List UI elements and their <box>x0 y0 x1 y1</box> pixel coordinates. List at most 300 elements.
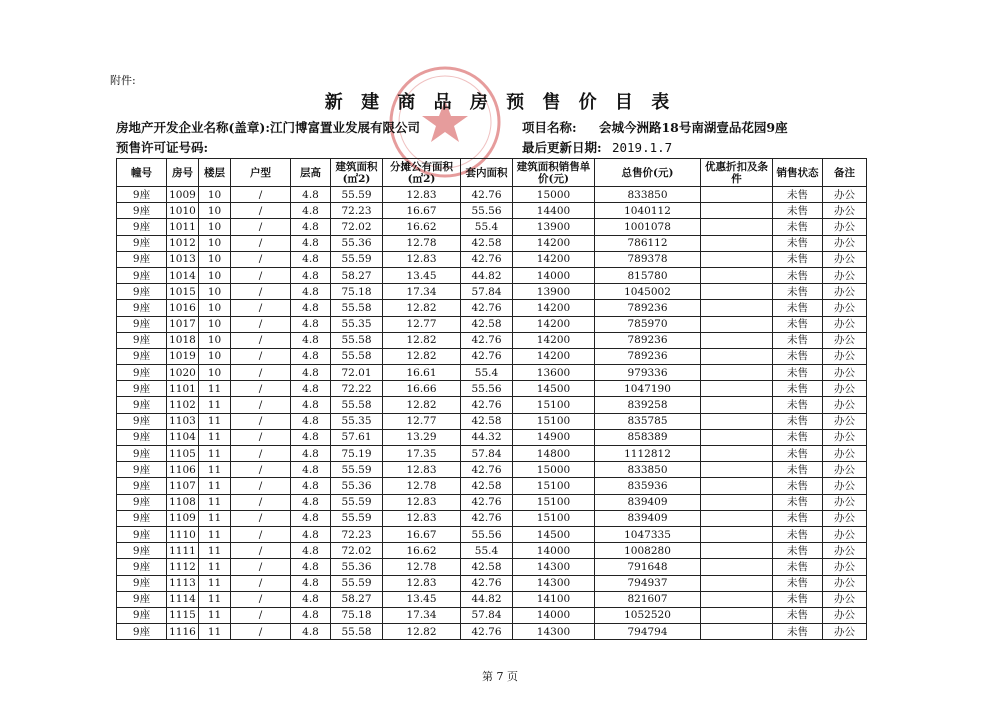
table-cell: 58.27 <box>331 267 383 283</box>
table-cell: / <box>231 332 291 348</box>
table-cell: / <box>231 365 291 381</box>
table-cell: 815780 <box>595 267 701 283</box>
table-cell: 9座 <box>117 462 167 478</box>
table-cell: 11 <box>199 526 231 542</box>
attachment-label: 附件: <box>110 74 136 87</box>
table-cell: 17.35 <box>383 446 461 462</box>
table-cell: 858389 <box>595 429 701 445</box>
table-cell: 55.36 <box>331 559 383 575</box>
table-row <box>117 219 867 235</box>
table-cell: / <box>231 526 291 542</box>
table-cell: 14200 <box>513 348 595 364</box>
table-cell: 42.58 <box>461 478 513 494</box>
table-cell: 9座 <box>117 446 167 462</box>
table-cell: 13.29 <box>383 429 461 445</box>
table-cell: 55.35 <box>331 316 383 332</box>
table-cell: 72.01 <box>331 365 383 381</box>
table-cell: 15100 <box>513 397 595 413</box>
table-cell: 11 <box>199 624 231 640</box>
permit-line <box>116 138 208 156</box>
table-cell: 未售 <box>773 462 823 478</box>
table-cell <box>701 235 773 251</box>
table-cell: 办公 <box>823 624 867 640</box>
table-cell: 办公 <box>823 559 867 575</box>
table-cell: 55.4 <box>461 219 513 235</box>
table-cell: 1010 <box>167 203 199 219</box>
table-cell: 办公 <box>823 429 867 445</box>
table-cell: 42.58 <box>461 413 513 429</box>
table-cell: 14200 <box>513 332 595 348</box>
table-cell: 9座 <box>117 316 167 332</box>
table-cell: 839409 <box>595 494 701 510</box>
table-cell: 42.76 <box>461 300 513 316</box>
table-cell: 办公 <box>823 332 867 348</box>
table-cell: 11 <box>199 397 231 413</box>
table-cell: 未售 <box>773 510 823 526</box>
table-cell: 58.27 <box>331 591 383 607</box>
column-header: 建筑面积销售单价(元) <box>513 159 595 187</box>
table-cell: 1101 <box>167 381 199 397</box>
table-cell: 4.8 <box>291 251 331 267</box>
table-cell: 42.76 <box>461 494 513 510</box>
column-header: 销售状态 <box>773 159 823 187</box>
table-cell: 10 <box>199 332 231 348</box>
table-cell: 75.19 <box>331 446 383 462</box>
table-cell: 9座 <box>117 381 167 397</box>
table-cell <box>701 251 773 267</box>
table-cell: 14200 <box>513 251 595 267</box>
table-cell: 42.58 <box>461 559 513 575</box>
table-cell: / <box>231 316 291 332</box>
table-cell: 办公 <box>823 543 867 559</box>
project-label: 项目名称: <box>522 120 577 135</box>
table-cell: 未售 <box>773 365 823 381</box>
table-cell: 未售 <box>773 429 823 445</box>
table-cell: / <box>231 446 291 462</box>
table-cell: 57.84 <box>461 284 513 300</box>
table-cell: 12.78 <box>383 235 461 251</box>
table-cell: 4.8 <box>291 348 331 364</box>
table-cell: 55.58 <box>331 624 383 640</box>
table-cell: 未售 <box>773 397 823 413</box>
table-cell <box>701 462 773 478</box>
table-cell: 42.76 <box>461 251 513 267</box>
table-cell: 未售 <box>773 413 823 429</box>
table-cell: 未售 <box>773 624 823 640</box>
table-row <box>117 316 867 332</box>
table-cell: 57.84 <box>461 446 513 462</box>
table-row <box>117 332 867 348</box>
table-cell: 1018 <box>167 332 199 348</box>
table-cell: 1108 <box>167 494 199 510</box>
table-cell: 10 <box>199 348 231 364</box>
table-cell: / <box>231 478 291 494</box>
table-cell: 10 <box>199 203 231 219</box>
table-row <box>117 413 867 429</box>
table-cell: 未售 <box>773 494 823 510</box>
table-cell: 55.4 <box>461 365 513 381</box>
table-cell: 9座 <box>117 235 167 251</box>
table-cell: 10 <box>199 284 231 300</box>
table-cell: / <box>231 300 291 316</box>
table-cell: 14800 <box>513 446 595 462</box>
table-cell: / <box>231 381 291 397</box>
table-cell: / <box>231 397 291 413</box>
table-cell: 办公 <box>823 316 867 332</box>
column-header: 套内面积 <box>461 159 513 187</box>
table-row <box>117 187 867 203</box>
table-cell: 1104 <box>167 429 199 445</box>
table-cell: 办公 <box>823 203 867 219</box>
table-cell: 42.58 <box>461 316 513 332</box>
table-cell: 办公 <box>823 251 867 267</box>
table-cell: 9座 <box>117 300 167 316</box>
table-cell: 1008280 <box>595 543 701 559</box>
table-row <box>117 203 867 219</box>
table-cell: 15100 <box>513 494 595 510</box>
table-cell: 55.59 <box>331 187 383 203</box>
table-cell: 14300 <box>513 559 595 575</box>
table-cell <box>701 413 773 429</box>
table-cell: 1045002 <box>595 284 701 300</box>
table-cell: 12.83 <box>383 187 461 203</box>
table-cell: 4.8 <box>291 332 331 348</box>
table-cell <box>701 591 773 607</box>
column-header: 户型 <box>231 159 291 187</box>
table-cell: / <box>231 510 291 526</box>
table-cell: 10 <box>199 219 231 235</box>
table-cell: 11 <box>199 591 231 607</box>
table-cell: 833850 <box>595 462 701 478</box>
table-cell: 44.82 <box>461 591 513 607</box>
table-cell: 789236 <box>595 300 701 316</box>
table-cell: 16.61 <box>383 365 461 381</box>
table-cell: 15100 <box>513 510 595 526</box>
table-row <box>117 462 867 478</box>
table-cell: 11 <box>199 413 231 429</box>
table-cell: 794937 <box>595 575 701 591</box>
table-cell: 10 <box>199 267 231 283</box>
table-cell: 1115 <box>167 607 199 623</box>
table-cell: 11 <box>199 575 231 591</box>
table-cell: 未售 <box>773 591 823 607</box>
table-cell <box>701 381 773 397</box>
table-cell: 4.8 <box>291 187 331 203</box>
table-cell <box>701 478 773 494</box>
table-cell: 9座 <box>117 607 167 623</box>
table-row <box>117 300 867 316</box>
table-cell: 9座 <box>117 494 167 510</box>
table-cell: 42.76 <box>461 397 513 413</box>
table-cell: 72.22 <box>331 381 383 397</box>
table-row <box>117 591 867 607</box>
table-cell: 办公 <box>823 235 867 251</box>
table-cell: 办公 <box>823 494 867 510</box>
table-cell: 4.8 <box>291 219 331 235</box>
table-cell: 4.8 <box>291 235 331 251</box>
table-cell: 10 <box>199 235 231 251</box>
table-cell: 12.83 <box>383 251 461 267</box>
table-cell: 72.23 <box>331 203 383 219</box>
table-cell: 办公 <box>823 510 867 526</box>
table-cell: 1001078 <box>595 219 701 235</box>
table-cell: 11 <box>199 510 231 526</box>
table-cell: 未售 <box>773 543 823 559</box>
table-cell: 办公 <box>823 478 867 494</box>
table-cell: / <box>231 219 291 235</box>
table-cell: 9座 <box>117 575 167 591</box>
table-cell: 794794 <box>595 624 701 640</box>
updated-value: 2019.1.7 <box>611 140 673 155</box>
table-cell: 未售 <box>773 575 823 591</box>
table-cell: 835936 <box>595 478 701 494</box>
table-cell: 4.8 <box>291 591 331 607</box>
table-cell: 10 <box>199 300 231 316</box>
table-cell: 1017 <box>167 316 199 332</box>
table-cell: 55.58 <box>331 300 383 316</box>
table-cell: 4.8 <box>291 381 331 397</box>
table-body <box>117 187 867 640</box>
table-cell: 44.82 <box>461 267 513 283</box>
table-cell: 未售 <box>773 300 823 316</box>
table-cell: 9座 <box>117 624 167 640</box>
table-cell: 55.59 <box>331 510 383 526</box>
developer-value: 江门博富置业发展有限公司 <box>269 120 420 135</box>
table-cell: 办公 <box>823 526 867 542</box>
table-cell: 1109 <box>167 510 199 526</box>
table-cell <box>701 332 773 348</box>
table-cell: 72.02 <box>331 219 383 235</box>
table-cell: 16.62 <box>383 219 461 235</box>
table-cell: 1106 <box>167 462 199 478</box>
table-cell: 9座 <box>117 348 167 364</box>
table-cell: 9座 <box>117 559 167 575</box>
table-cell: 4.8 <box>291 429 331 445</box>
table-cell: 14000 <box>513 543 595 559</box>
price-table <box>116 158 867 640</box>
table-cell: 14300 <box>513 575 595 591</box>
table-cell: 未售 <box>773 316 823 332</box>
table-cell: 10 <box>199 365 231 381</box>
table-cell: 办公 <box>823 219 867 235</box>
table-cell: 14500 <box>513 381 595 397</box>
developer-label: 房地产开发企业名称(盖章): <box>116 120 270 135</box>
table-cell <box>701 267 773 283</box>
table-row <box>117 446 867 462</box>
table-cell: / <box>231 575 291 591</box>
table-cell: 办公 <box>823 446 867 462</box>
table-cell: 9座 <box>117 526 167 542</box>
table-cell: 14200 <box>513 235 595 251</box>
table-cell: 1114 <box>167 591 199 607</box>
table-cell: 9座 <box>117 478 167 494</box>
table-cell: 12.78 <box>383 559 461 575</box>
table-cell: 42.76 <box>461 187 513 203</box>
table-cell: 1014 <box>167 267 199 283</box>
table-cell: 42.76 <box>461 332 513 348</box>
table-cell: / <box>231 429 291 445</box>
table-cell: 11 <box>199 429 231 445</box>
table-cell <box>701 494 773 510</box>
table-cell: 10 <box>199 251 231 267</box>
table-cell: 55.36 <box>331 478 383 494</box>
table-header-row <box>117 159 867 187</box>
table-cell: 15000 <box>513 462 595 478</box>
table-cell: 9座 <box>117 187 167 203</box>
table-cell: 未售 <box>773 478 823 494</box>
table-cell: 1047335 <box>595 526 701 542</box>
table-cell: 1019 <box>167 348 199 364</box>
table-cell: 1011 <box>167 219 199 235</box>
table-cell: 11 <box>199 559 231 575</box>
table-cell: 839258 <box>595 397 701 413</box>
table-cell <box>701 219 773 235</box>
table-cell: 未售 <box>773 267 823 283</box>
table-cell: 9座 <box>117 219 167 235</box>
table-cell: 办公 <box>823 413 867 429</box>
table-cell: 办公 <box>823 348 867 364</box>
table-cell: 14500 <box>513 526 595 542</box>
table-cell: 55.58 <box>331 348 383 364</box>
table-cell: 办公 <box>823 575 867 591</box>
table-cell: 4.8 <box>291 478 331 494</box>
table-cell: 12.82 <box>383 348 461 364</box>
table-cell: / <box>231 543 291 559</box>
table-cell: 17.34 <box>383 284 461 300</box>
table-row <box>117 624 867 640</box>
table-cell: 未售 <box>773 526 823 542</box>
table-cell: 13900 <box>513 219 595 235</box>
table-cell: 839409 <box>595 510 701 526</box>
table-row <box>117 559 867 575</box>
table-cell: 4.8 <box>291 316 331 332</box>
table-cell: 14000 <box>513 607 595 623</box>
table-cell: 4.8 <box>291 365 331 381</box>
table-cell <box>701 559 773 575</box>
table-cell: 42.76 <box>461 348 513 364</box>
table-cell: 14200 <box>513 316 595 332</box>
page-number: 第 7 页 <box>482 670 518 683</box>
table-cell: 13900 <box>513 284 595 300</box>
table-row <box>117 251 867 267</box>
table-cell: 未售 <box>773 219 823 235</box>
table-cell: 办公 <box>823 462 867 478</box>
table-cell: 办公 <box>823 607 867 623</box>
table-cell: 15100 <box>513 413 595 429</box>
table-cell: 1103 <box>167 413 199 429</box>
table-cell: 4.8 <box>291 559 331 575</box>
table-cell: 12.83 <box>383 462 461 478</box>
table-cell: 55.56 <box>461 381 513 397</box>
table-cell <box>701 510 773 526</box>
table-cell: 42.76 <box>461 462 513 478</box>
table-cell: 9座 <box>117 510 167 526</box>
table-cell: 1102 <box>167 397 199 413</box>
table-cell: 办公 <box>823 397 867 413</box>
table-cell: 16.66 <box>383 381 461 397</box>
table-cell: 15000 <box>513 187 595 203</box>
table-cell: 未售 <box>773 348 823 364</box>
table-cell: 10 <box>199 187 231 203</box>
table-cell <box>701 607 773 623</box>
table-cell: 4.8 <box>291 203 331 219</box>
table-cell: 未售 <box>773 446 823 462</box>
table-row <box>117 381 867 397</box>
table-cell: 4.8 <box>291 510 331 526</box>
table-cell: 12.82 <box>383 397 461 413</box>
table-cell: 14000 <box>513 267 595 283</box>
table-cell: 14100 <box>513 591 595 607</box>
project-line <box>522 118 788 136</box>
table-cell: 1009 <box>167 187 199 203</box>
table-cell: 791648 <box>595 559 701 575</box>
table-cell: / <box>231 348 291 364</box>
table-cell: 14300 <box>513 624 595 640</box>
table-cell: 13.45 <box>383 591 461 607</box>
table-cell: 821607 <box>595 591 701 607</box>
table-cell: 9座 <box>117 203 167 219</box>
column-header: 层高 <box>291 159 331 187</box>
table-cell: 55.35 <box>331 413 383 429</box>
project-value: 会城今洲路18号南湖壹品花园9座 <box>598 120 788 135</box>
table-cell: / <box>231 203 291 219</box>
table-cell <box>701 397 773 413</box>
table-cell: 789236 <box>595 348 701 364</box>
table-cell: 未售 <box>773 187 823 203</box>
table-cell: 11 <box>199 494 231 510</box>
table-cell <box>701 300 773 316</box>
table-cell: 1112 <box>167 559 199 575</box>
table-cell: 14200 <box>513 300 595 316</box>
table-cell: 9座 <box>117 429 167 445</box>
table-cell: 789378 <box>595 251 701 267</box>
table-cell: 4.8 <box>291 446 331 462</box>
table-cell: 未售 <box>773 251 823 267</box>
table-cell: 16.67 <box>383 526 461 542</box>
column-header: 优惠折扣及条件 <box>701 159 773 187</box>
table-cell: 4.8 <box>291 300 331 316</box>
table-cell: 11 <box>199 381 231 397</box>
table-cell: 16.67 <box>383 203 461 219</box>
column-header: 楼层 <box>199 159 231 187</box>
table-cell: / <box>231 413 291 429</box>
table-cell: 9座 <box>117 267 167 283</box>
table-cell: 72.23 <box>331 526 383 542</box>
table-cell: 未售 <box>773 607 823 623</box>
table-cell <box>701 624 773 640</box>
table-cell: 55.56 <box>461 203 513 219</box>
table-row <box>117 575 867 591</box>
column-header: 房号 <box>167 159 199 187</box>
table-cell: 786112 <box>595 235 701 251</box>
table-cell: 9座 <box>117 284 167 300</box>
table-cell: 4.8 <box>291 575 331 591</box>
table-cell: 72.02 <box>331 543 383 559</box>
table-cell: 55.59 <box>331 462 383 478</box>
table-cell: 12.77 <box>383 316 461 332</box>
table-row <box>117 478 867 494</box>
table-cell: 1012 <box>167 235 199 251</box>
table-cell: / <box>231 284 291 300</box>
table-cell: 1047190 <box>595 381 701 397</box>
table-cell: 未售 <box>773 381 823 397</box>
table-cell: 4.8 <box>291 284 331 300</box>
table-cell: 42.76 <box>461 624 513 640</box>
table-cell <box>701 429 773 445</box>
table-cell: 办公 <box>823 591 867 607</box>
table-cell: 4.8 <box>291 462 331 478</box>
table-cell: 75.18 <box>331 607 383 623</box>
